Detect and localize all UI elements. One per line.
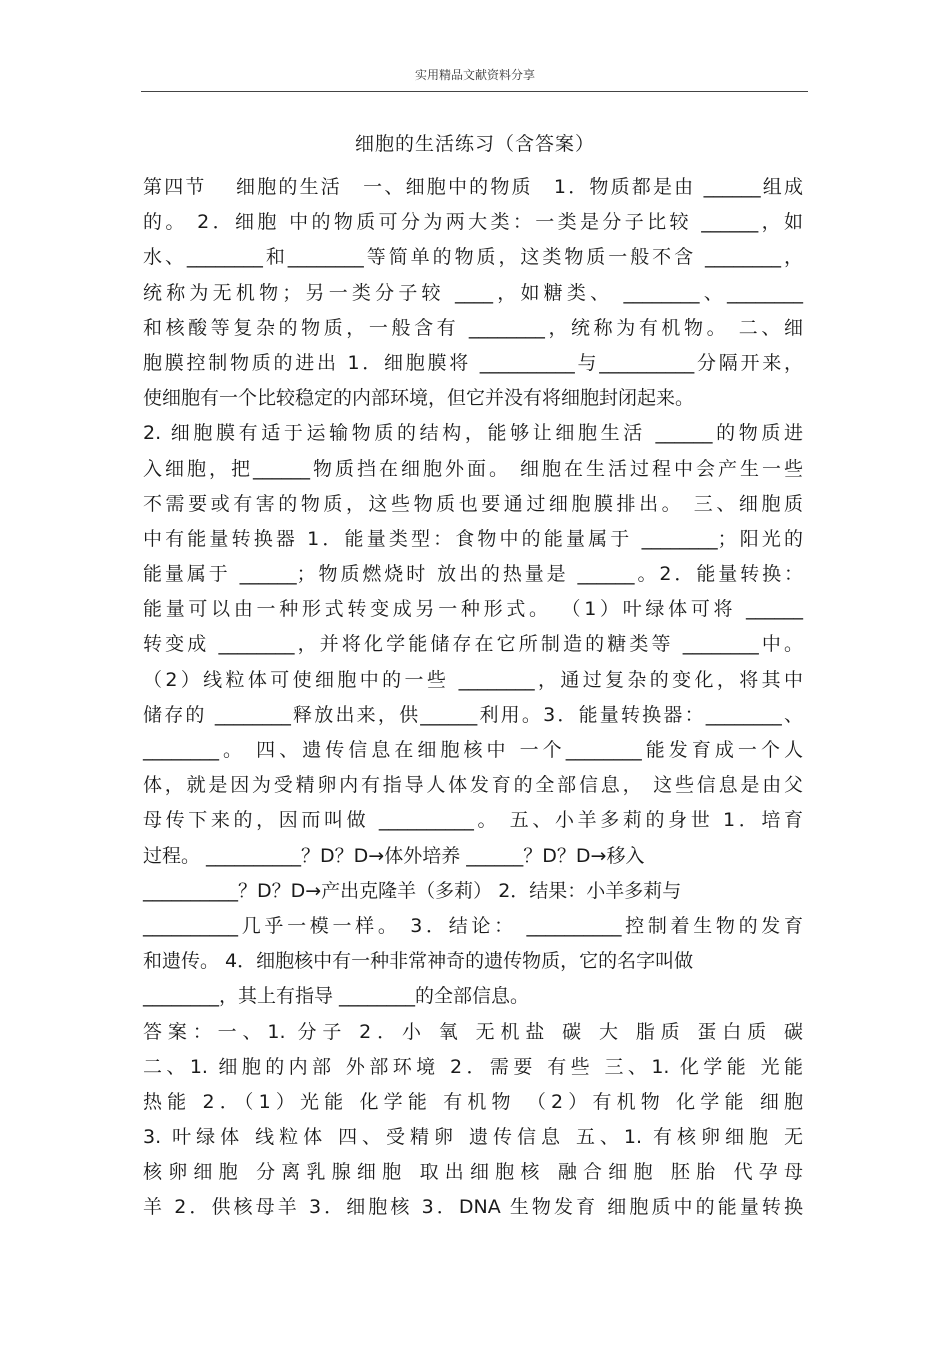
text-line: 第四节 细胞的生活 一、细胞中的物质 1．物质都是由 ______组成	[143, 176, 803, 198]
text-line: 过程。 __________？D？D→体外培养 ______？D？D→移入	[143, 844, 645, 867]
text-line: 能量属于 ______；物质燃烧时 放出的热量是 ______。2．能量转换：	[143, 563, 803, 586]
text-line: 水、________和________等简单的物质，这类物质一般不含 ________，	[143, 246, 803, 269]
text-line: 入细胞，把______物质挡在细胞外面。 细胞在生活过程中会产生一些	[143, 457, 803, 480]
text-line: 和核酸等复杂的物质，一般含有 ________，统称为有机物。 二、细	[143, 316, 803, 339]
text-line: 使细胞有一个比较稳定的内部环境，但它并没有将细胞封闭起来。	[143, 387, 695, 410]
text-line: ________，其上有指导 ________的全部信息。	[143, 985, 530, 1008]
text-line: 胞膜控制物质的进出 1．细胞膜将 __________与__________分隔开来，	[143, 351, 803, 374]
answer-line: 核卵细胞 分离乳腺细胞 取出细胞核 融合细胞 胚胎 代孕母	[143, 1161, 803, 1184]
text-line: 储存的 ________释放出来，供______利用。3．能量转换器：________、	[143, 703, 803, 726]
text-line: （2）线粒体可使细胞中的一些 ________，通过复杂的变化，将其中	[143, 668, 803, 691]
text-line: 母传下来的，因而叫做 __________。 五、小羊多莉的身世 1．培育	[143, 809, 803, 832]
text-line: 的。 2．细胞 中的物质可分为两大类：一类是分子比较 ______，如	[143, 211, 803, 234]
answer-line: 二、1. 细胞的内部 外部环境 2．需要 有些 三、1. 化学能 光能	[143, 1055, 803, 1078]
header-rule	[141, 91, 808, 92]
text-line: 中有能量转换器 1．能量类型：食物中的能量属于 ________；阳光的	[143, 527, 803, 550]
text-line: 和遗传。 4．细胞核中有一种非常神奇的遗传物质，它的名字叫做	[143, 950, 694, 973]
document-title: 细胞的生活练习（含答案）	[354, 133, 595, 155]
text-line: __________几乎一模一样。 3．结论： __________控制着生物的发育	[143, 914, 803, 937]
text-line: 不需要或有害的物质，这些物质也要通过细胞膜排出。 三、细胞质	[143, 492, 803, 515]
text-line: 统称为无机物；另一类分子较 ____，如糖类、 ________、________	[143, 281, 803, 304]
answer-line: 答案：一、1. 分子 2．小 氧 无机盐 碳 大 脂质 蛋白质 碳	[143, 1020, 803, 1043]
text-line: 2. 细胞膜有适于运输物质的结构，能够让细胞生活 ______的物质进	[143, 422, 803, 445]
answer-line: 热能 2．（1）光能 化学能 有机物 （2）有机物 化学能 细胞	[143, 1090, 803, 1113]
text-line: 能量可以由一种形式转变成另一种形式。 （1）叶绿体可将 ______	[143, 598, 803, 621]
text-line: ________。 四、遗传信息在细胞核中 一个________能发育成一个人	[143, 739, 803, 761]
text-line: 转变成 ________，并将化学能储存在它所制造的糖类等 ________中。	[143, 633, 803, 656]
answer-line: 3. 叶绿体 线粒体 四、受精卵 遗传信息 五、1. 有核卵细胞 无	[143, 1126, 803, 1149]
text-line: __________？D？D→产出克隆羊（多莉） 2．结果：小羊多莉与	[143, 879, 682, 902]
page-header: 实用精品文献资料分享	[414, 68, 535, 82]
text-line: 体，就是因为受精卵内有指导人体发育的全部信息， 这些信息是由父	[143, 774, 803, 797]
document-body	[143, 170, 803, 1226]
answer-line: 羊 2．供核母羊 3．细胞核 3．DNA 生物发育 细胞质中的能量转换	[143, 1196, 803, 1219]
